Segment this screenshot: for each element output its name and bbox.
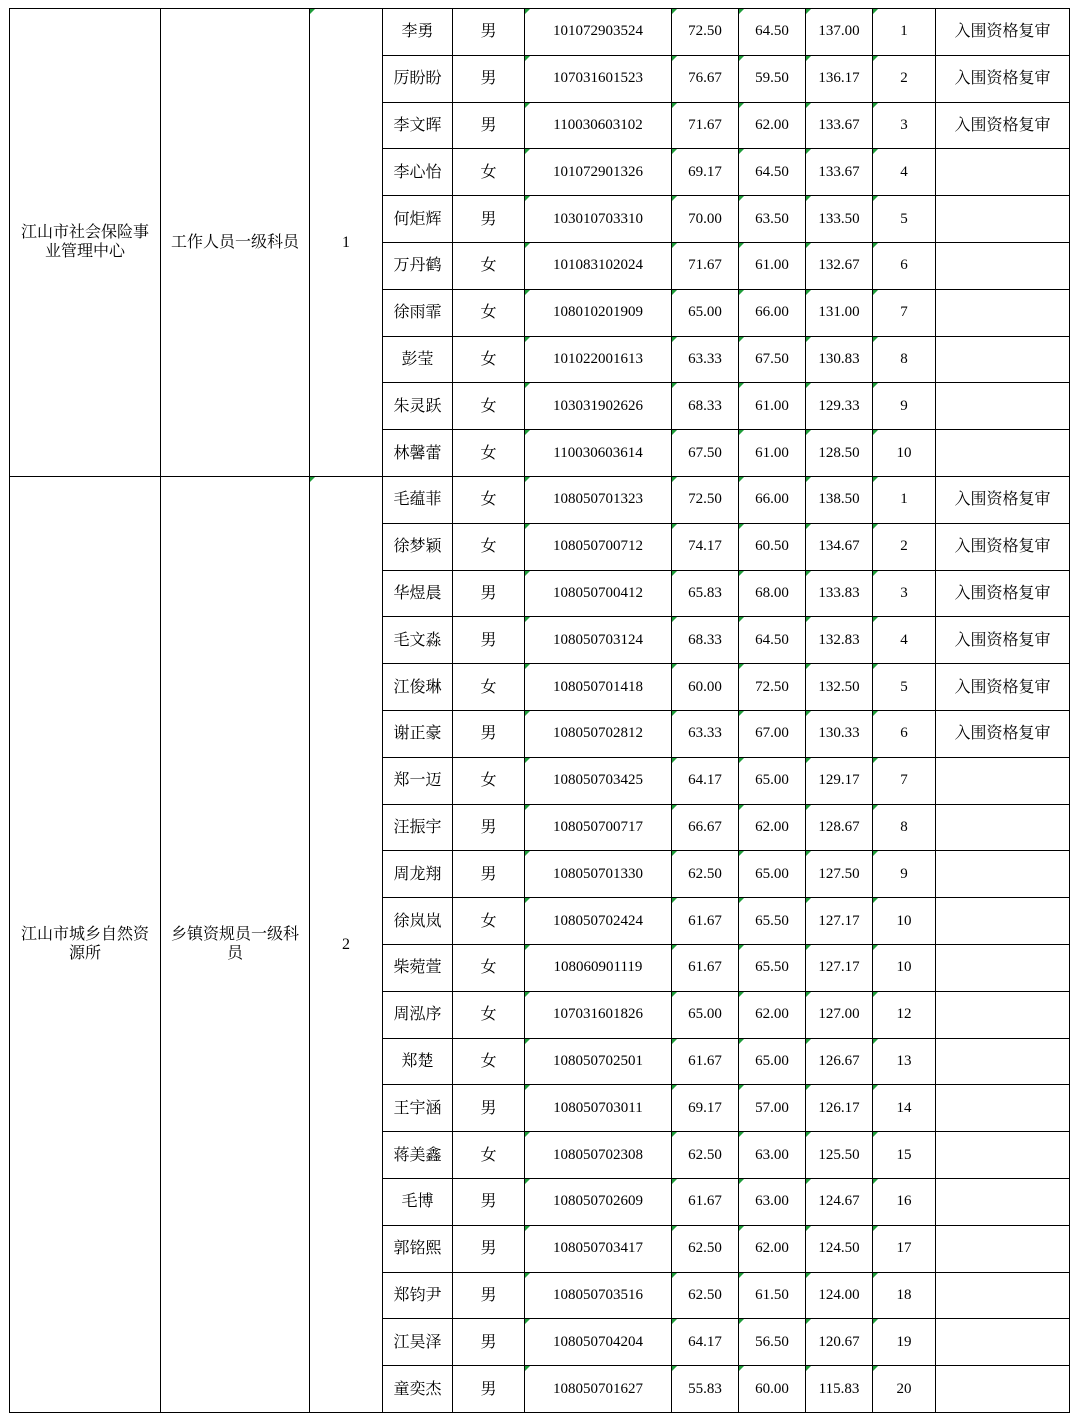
candidate-name: 谢正豪: [383, 710, 453, 757]
results-sheet: [9, 8, 1070, 1413]
candidate-gender: 男: [453, 1366, 525, 1413]
score-2: 63.00: [739, 1178, 806, 1225]
exam-number: 108050700717: [525, 804, 672, 851]
candidate-gender: 女: [453, 991, 525, 1038]
score-2: 59.50: [739, 55, 806, 102]
candidate-name: 华煜晨: [383, 570, 453, 617]
candidate-gender: 女: [453, 757, 525, 804]
score-1: 71.67: [672, 102, 739, 149]
exam-number: 108050701323: [525, 476, 672, 523]
rank: 15: [873, 1132, 936, 1179]
total-score: 128.67: [806, 804, 873, 851]
total-score: 132.83: [806, 617, 873, 664]
total-score: 128.50: [806, 430, 873, 477]
total-score: 126.17: [806, 1085, 873, 1132]
rank: 6: [873, 710, 936, 757]
candidate-gender: 男: [453, 1225, 525, 1272]
score-2: 65.00: [739, 1038, 806, 1085]
candidate-name: 厉盼盼: [383, 55, 453, 102]
exam-number: 108050700412: [525, 570, 672, 617]
score-2: 68.00: [739, 570, 806, 617]
rank: 14: [873, 1085, 936, 1132]
candidate-name: 万丹鹤: [383, 242, 453, 289]
remark: [936, 1272, 1070, 1319]
candidate-gender: 男: [453, 710, 525, 757]
score-2: 72.50: [739, 664, 806, 711]
score-1: 71.67: [672, 242, 739, 289]
total-score: 134.67: [806, 523, 873, 570]
exam-number: 108050701627: [525, 1366, 672, 1413]
score-1: 68.33: [672, 383, 739, 430]
exam-number: 108050703011: [525, 1085, 672, 1132]
score-1: 76.67: [672, 55, 739, 102]
rank: 9: [873, 851, 936, 898]
score-2: 65.00: [739, 851, 806, 898]
exam-number: 108050703516: [525, 1272, 672, 1319]
exam-number: 101072901326: [525, 149, 672, 196]
exam-number: 108010201909: [525, 289, 672, 336]
remark: 入围资格复审: [936, 9, 1070, 56]
remark: [936, 242, 1070, 289]
remark: [936, 1319, 1070, 1366]
candidate-name: 汪振宇: [383, 804, 453, 851]
score-1: 69.17: [672, 1085, 739, 1132]
score-1: 62.50: [672, 1272, 739, 1319]
remark: [936, 383, 1070, 430]
candidate-name: 徐雨霏: [383, 289, 453, 336]
results-table: [9, 8, 1070, 1413]
score-2: 61.50: [739, 1272, 806, 1319]
candidate-name: 王宇涵: [383, 1085, 453, 1132]
score-2: 61.00: [739, 383, 806, 430]
rank: 12: [873, 991, 936, 1038]
score-1: 62.50: [672, 851, 739, 898]
exam-number: 107031601523: [525, 55, 672, 102]
score-2: 64.50: [739, 149, 806, 196]
rank: 1: [873, 9, 936, 56]
score-2: 66.00: [739, 289, 806, 336]
score-2: 65.50: [739, 898, 806, 945]
candidate-name: 郑一迈: [383, 757, 453, 804]
remark: [936, 1225, 1070, 1272]
score-1: 63.33: [672, 710, 739, 757]
table-row: [10, 9, 1070, 56]
exam-number: 110030603102: [525, 102, 672, 149]
rank: 9: [873, 383, 936, 430]
rank: 10: [873, 944, 936, 991]
score-2: 62.00: [739, 102, 806, 149]
score-1: 68.33: [672, 617, 739, 664]
candidate-name: 周龙翔: [383, 851, 453, 898]
table-row: [10, 476, 1070, 523]
rank: 8: [873, 336, 936, 383]
score-1: 72.50: [672, 9, 739, 56]
candidate-gender: 男: [453, 617, 525, 664]
exam-number: 101022001613: [525, 336, 672, 383]
rank: 18: [873, 1272, 936, 1319]
total-score: 136.17: [806, 55, 873, 102]
rank: 17: [873, 1225, 936, 1272]
score-1: 60.00: [672, 664, 739, 711]
candidate-name: 郭铭熙: [383, 1225, 453, 1272]
candidate-gender: 女: [453, 664, 525, 711]
remark: 入围资格复审: [936, 523, 1070, 570]
exam-number: 103010703310: [525, 196, 672, 243]
candidate-name: 毛蕴菲: [383, 476, 453, 523]
total-score: 124.00: [806, 1272, 873, 1319]
total-score: 129.33: [806, 383, 873, 430]
score-2: 65.00: [739, 757, 806, 804]
total-score: 127.00: [806, 991, 873, 1038]
rank: 20: [873, 1366, 936, 1413]
remark: [936, 1132, 1070, 1179]
total-score: 129.17: [806, 757, 873, 804]
rank: 4: [873, 149, 936, 196]
score-2: 56.50: [739, 1319, 806, 1366]
rank: 13: [873, 1038, 936, 1085]
candidate-name: 李勇: [383, 9, 453, 56]
candidate-name: 毛文淼: [383, 617, 453, 664]
candidate-name: 周泓序: [383, 991, 453, 1038]
total-score: 131.00: [806, 289, 873, 336]
total-score: 127.17: [806, 944, 873, 991]
remark: [936, 1178, 1070, 1225]
rank: 2: [873, 55, 936, 102]
exam-number: 101072903524: [525, 9, 672, 56]
candidate-name: 毛博: [383, 1178, 453, 1225]
score-1: 65.83: [672, 570, 739, 617]
score-2: 61.00: [739, 430, 806, 477]
exam-number: 108050702308: [525, 1132, 672, 1179]
total-score: 124.67: [806, 1178, 873, 1225]
candidate-gender: 男: [453, 1272, 525, 1319]
score-2: 62.00: [739, 1225, 806, 1272]
candidate-gender: 女: [453, 383, 525, 430]
exam-number: 108050701330: [525, 851, 672, 898]
rank: 7: [873, 289, 936, 336]
candidate-gender: 男: [453, 1178, 525, 1225]
exam-number: 108050704204: [525, 1319, 672, 1366]
remark: [936, 336, 1070, 383]
score-1: 65.00: [672, 991, 739, 1038]
candidate-name: 徐梦颖: [383, 523, 453, 570]
candidate-gender: 女: [453, 523, 525, 570]
candidate-name: 李心怡: [383, 149, 453, 196]
unit-name: 江山市社会保险事业管理中心: [10, 9, 161, 477]
score-1: 72.50: [672, 476, 739, 523]
remark: [936, 851, 1070, 898]
candidate-gender: 女: [453, 898, 525, 945]
candidate-gender: 男: [453, 55, 525, 102]
remark: 入围资格复审: [936, 710, 1070, 757]
score-2: 60.00: [739, 1366, 806, 1413]
score-1: 65.00: [672, 289, 739, 336]
candidate-gender: 男: [453, 1085, 525, 1132]
rank: 2: [873, 523, 936, 570]
score-2: 64.50: [739, 9, 806, 56]
candidate-gender: 男: [453, 804, 525, 851]
candidate-gender: 女: [453, 1038, 525, 1085]
score-2: 64.50: [739, 617, 806, 664]
hiring-quota: 1: [310, 9, 383, 477]
score-1: 64.17: [672, 757, 739, 804]
position-name: 乡镇资规员一级科员: [161, 476, 310, 1412]
hiring-quota: 2: [310, 476, 383, 1412]
candidate-name: 李文晖: [383, 102, 453, 149]
rank: 3: [873, 570, 936, 617]
remark: [936, 196, 1070, 243]
candidate-name: 柴菀萱: [383, 944, 453, 991]
candidate-name: 林馨蕾: [383, 430, 453, 477]
candidate-gender: 男: [453, 102, 525, 149]
candidate-gender: 女: [453, 242, 525, 289]
score-1: 74.17: [672, 523, 739, 570]
candidate-name: 徐岚岚: [383, 898, 453, 945]
exam-number: 108050700712: [525, 523, 672, 570]
candidate-gender: 女: [453, 476, 525, 523]
exam-number: 108050703425: [525, 757, 672, 804]
remark: [936, 898, 1070, 945]
candidate-gender: 女: [453, 289, 525, 336]
candidate-gender: 女: [453, 944, 525, 991]
candidate-gender: 女: [453, 1132, 525, 1179]
candidate-name: 郑钧尹: [383, 1272, 453, 1319]
score-2: 62.00: [739, 991, 806, 1038]
remark: [936, 991, 1070, 1038]
total-score: 127.50: [806, 851, 873, 898]
total-score: 127.17: [806, 898, 873, 945]
score-1: 61.67: [672, 1178, 739, 1225]
score-2: 67.00: [739, 710, 806, 757]
score-2: 63.00: [739, 1132, 806, 1179]
total-score: 120.67: [806, 1319, 873, 1366]
score-1: 63.33: [672, 336, 739, 383]
remark: 入围资格复审: [936, 617, 1070, 664]
total-score: 137.00: [806, 9, 873, 56]
exam-number: 108050703417: [525, 1225, 672, 1272]
candidate-gender: 男: [453, 1319, 525, 1366]
total-score: 132.67: [806, 242, 873, 289]
candidate-gender: 女: [453, 430, 525, 477]
score-1: 55.83: [672, 1366, 739, 1413]
score-1: 61.67: [672, 898, 739, 945]
remark: 入围资格复审: [936, 476, 1070, 523]
total-score: 124.50: [806, 1225, 873, 1272]
score-2: 66.00: [739, 476, 806, 523]
total-score: 133.83: [806, 570, 873, 617]
score-1: 69.17: [672, 149, 739, 196]
candidate-name: 何炬辉: [383, 196, 453, 243]
candidate-name: 蒋美鑫: [383, 1132, 453, 1179]
score-2: 63.50: [739, 196, 806, 243]
candidate-name: 江俊琳: [383, 664, 453, 711]
candidate-gender: 男: [453, 9, 525, 56]
total-score: 125.50: [806, 1132, 873, 1179]
candidate-name: 江昊泽: [383, 1319, 453, 1366]
exam-number: 101083102024: [525, 242, 672, 289]
remark: [936, 944, 1070, 991]
score-2: 67.50: [739, 336, 806, 383]
candidate-gender: 男: [453, 851, 525, 898]
remark: 入围资格复审: [936, 102, 1070, 149]
score-2: 62.00: [739, 804, 806, 851]
score-2: 57.00: [739, 1085, 806, 1132]
rank: 7: [873, 757, 936, 804]
rank: 19: [873, 1319, 936, 1366]
unit-name: 江山市城乡自然资源所: [10, 476, 161, 1412]
exam-number: 108050703124: [525, 617, 672, 664]
total-score: 133.50: [806, 196, 873, 243]
exam-number: 110030603614: [525, 430, 672, 477]
candidate-gender: 男: [453, 570, 525, 617]
exam-number: 108050702501: [525, 1038, 672, 1085]
rank: 5: [873, 196, 936, 243]
remark: [936, 1085, 1070, 1132]
exam-number: 107031601826: [525, 991, 672, 1038]
exam-number: 103031902626: [525, 383, 672, 430]
total-score: 133.67: [806, 102, 873, 149]
table-body: [10, 9, 1070, 1413]
candidate-gender: 女: [453, 336, 525, 383]
position-name: 工作人员一级科员: [161, 9, 310, 477]
rank: 16: [873, 1178, 936, 1225]
score-1: 67.50: [672, 430, 739, 477]
total-score: 130.83: [806, 336, 873, 383]
rank: 10: [873, 898, 936, 945]
total-score: 126.67: [806, 1038, 873, 1085]
total-score: 132.50: [806, 664, 873, 711]
remark: [936, 804, 1070, 851]
rank: 10: [873, 430, 936, 477]
remark: [936, 289, 1070, 336]
score-1: 61.67: [672, 944, 739, 991]
total-score: 130.33: [806, 710, 873, 757]
candidate-gender: 女: [453, 149, 525, 196]
remark: 入围资格复审: [936, 570, 1070, 617]
remark: 入围资格复审: [936, 664, 1070, 711]
remark: [936, 757, 1070, 804]
score-1: 64.17: [672, 1319, 739, 1366]
candidate-gender: 男: [453, 196, 525, 243]
rank: 1: [873, 476, 936, 523]
exam-number: 108050702609: [525, 1178, 672, 1225]
remark: [936, 1038, 1070, 1085]
total-score: 115.83: [806, 1366, 873, 1413]
total-score: 138.50: [806, 476, 873, 523]
score-1: 70.00: [672, 196, 739, 243]
score-2: 61.00: [739, 242, 806, 289]
remark: 入围资格复审: [936, 55, 1070, 102]
remark: [936, 149, 1070, 196]
rank: 4: [873, 617, 936, 664]
candidate-name: 郑楚: [383, 1038, 453, 1085]
score-2: 60.50: [739, 523, 806, 570]
exam-number: 108050701418: [525, 664, 672, 711]
exam-number: 108050702812: [525, 710, 672, 757]
score-2: 65.50: [739, 944, 806, 991]
score-1: 66.67: [672, 804, 739, 851]
rank: 5: [873, 664, 936, 711]
exam-number: 108050702424: [525, 898, 672, 945]
candidate-name: 朱灵跃: [383, 383, 453, 430]
rank: 3: [873, 102, 936, 149]
candidate-name: 童奕杰: [383, 1366, 453, 1413]
rank: 6: [873, 242, 936, 289]
score-1: 61.67: [672, 1038, 739, 1085]
rank: 8: [873, 804, 936, 851]
exam-number: 108060901119: [525, 944, 672, 991]
candidate-name: 彭莹: [383, 336, 453, 383]
score-1: 62.50: [672, 1132, 739, 1179]
score-1: 62.50: [672, 1225, 739, 1272]
remark: [936, 430, 1070, 477]
total-score: 133.67: [806, 149, 873, 196]
remark: [936, 1366, 1070, 1413]
